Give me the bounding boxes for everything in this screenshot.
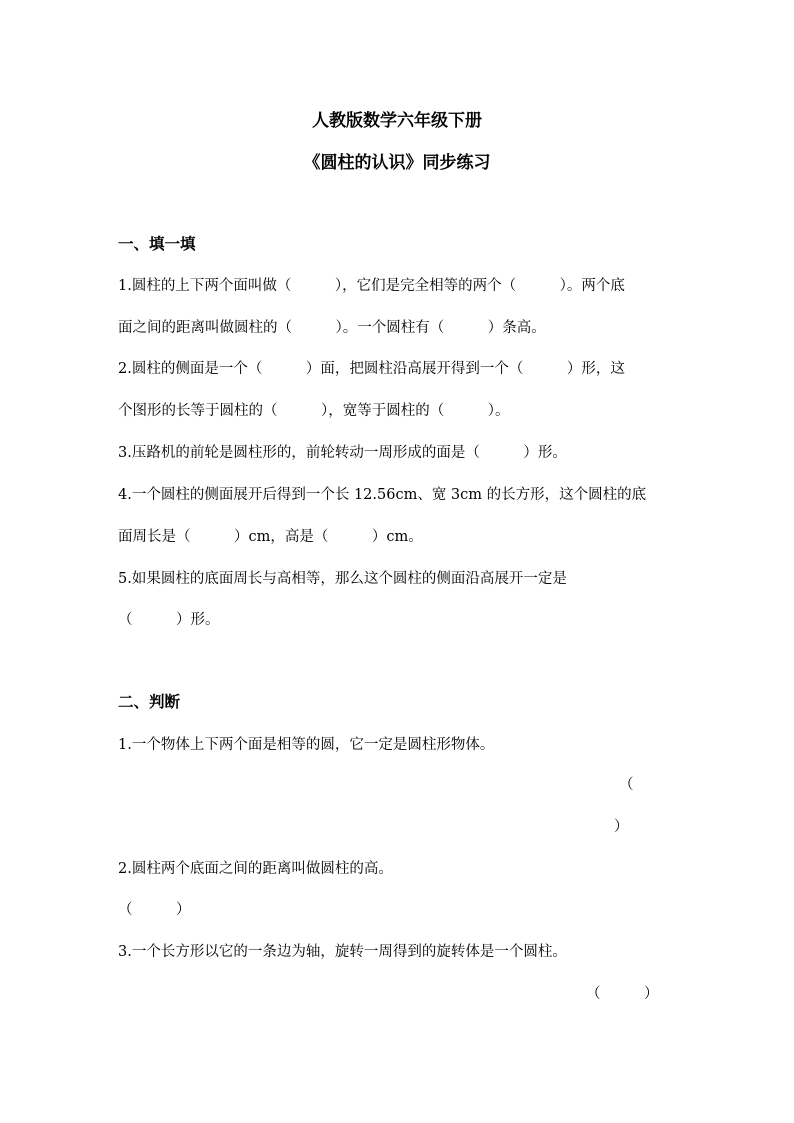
section-heading-fill-in: 一、填一填 xyxy=(118,235,196,253)
fill-in-line: 1.圆柱的上下两个面叫做（ ），它们是完全相等的两个（ ）。两个底 xyxy=(118,278,625,294)
fill-in-line: 个图形的长等于圆柱的（ ），宽等于圆柱的（ ）。 xyxy=(118,403,510,419)
judge-question-2: 2.圆柱两个底面之间的距离叫做圆柱的高。 xyxy=(118,861,393,877)
page-subtitle: 《圆柱的认识》同步练习 xyxy=(303,153,491,173)
judge-question-1: 1.一个物体上下两个面是相等的圆，它一定是圆柱形物体。 xyxy=(118,737,495,753)
fill-in-line: 3.压路机的前轮是圆柱形的，前轮转动一周形成的面是（ ）形。 xyxy=(118,445,567,461)
section-heading-judge: 二、判断 xyxy=(118,693,181,711)
judge-question-3: 3.一个长方形以它的一条边为轴，旋转一周得到的旋转体是一个圆柱。 xyxy=(118,944,567,960)
judge-answer-blank: （ ） xyxy=(118,902,191,918)
fill-in-line: （ ）形。 xyxy=(118,612,220,628)
judge-answer-open-paren: （ xyxy=(619,777,634,793)
fill-in-line: 5.如果圆柱的底面周长与高相等，那么这个圆柱的侧面沿高展开一定是 xyxy=(118,571,567,587)
fill-in-line: 面周长是（ ）cm，高是（ ）cm。 xyxy=(118,529,423,545)
fill-in-line: 面之间的距离叫做圆柱的（ ）。一个圆柱有（ ）条高。 xyxy=(118,320,546,336)
judge-answer-blank: （ ） xyxy=(586,986,659,1002)
judge-answer-close-paren: ） xyxy=(614,819,629,835)
fill-in-line: 2.圆柱的侧面是一个（ ）面，把圆柱沿高展开得到一个（ ）形，这 xyxy=(118,361,625,377)
page-title: 人教版数学六年级下册 xyxy=(312,111,482,131)
fill-in-line: 4.一个圆柱的侧面展开后得到一个长 12.56cm、宽 3cm 的长方形，这个圆柱的底 xyxy=(118,487,647,503)
